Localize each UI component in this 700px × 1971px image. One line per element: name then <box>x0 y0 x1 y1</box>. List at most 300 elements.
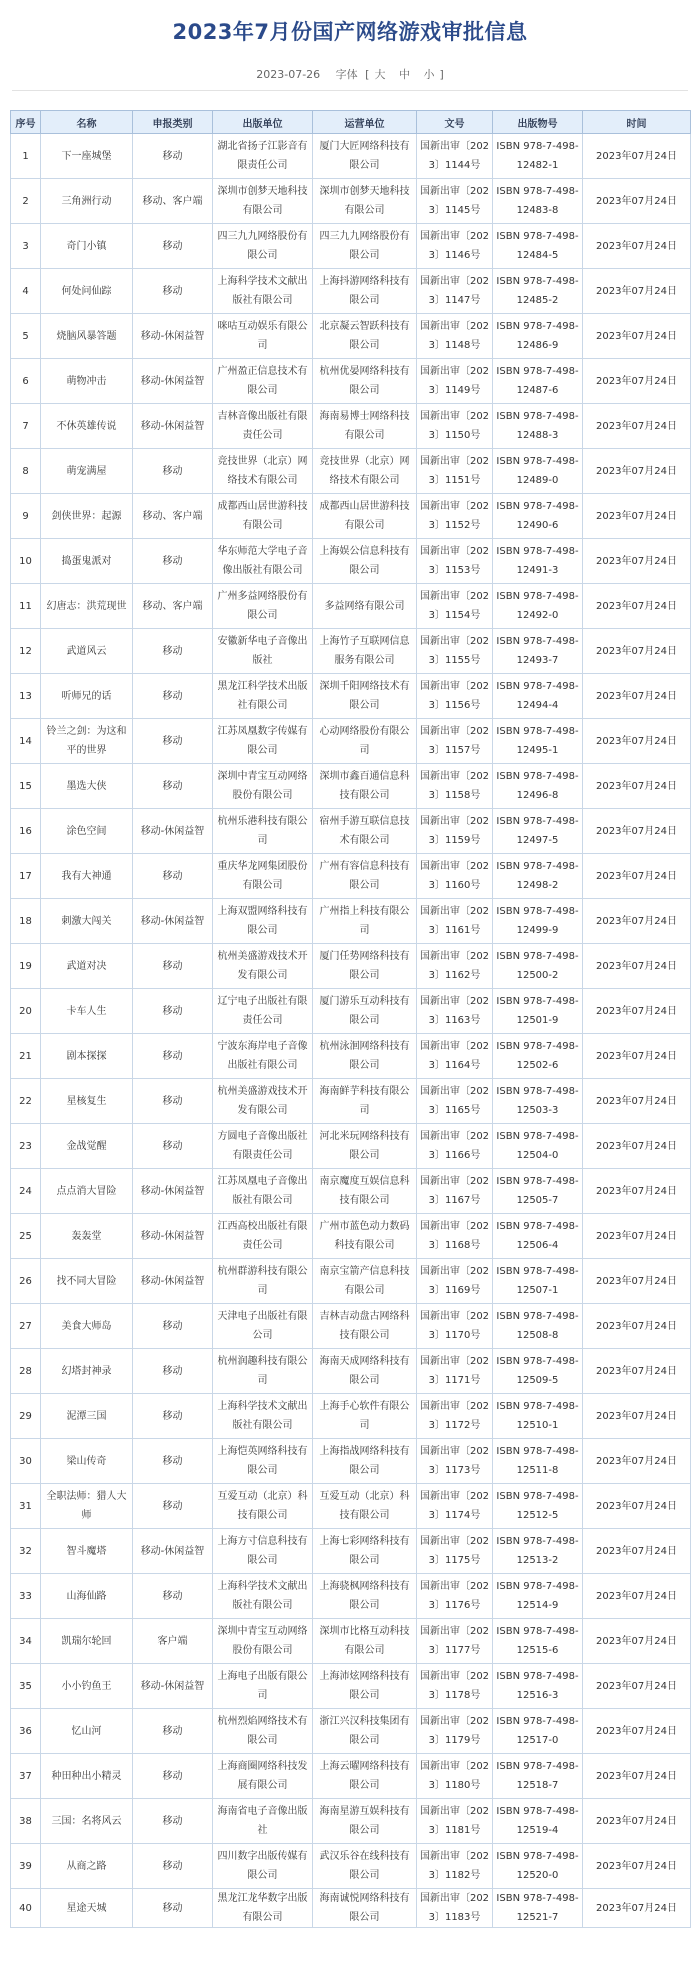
cell-operator: 竞技世界（北京）网络技术有限公司 <box>313 449 417 494</box>
cell-category: 移动 <box>133 854 213 899</box>
cell-approval-number: 国新出审〔2023〕1150号 <box>417 404 493 449</box>
cell-operator: 南京魔度互娱信息科技有限公司 <box>313 1169 417 1214</box>
cell-approval-number: 国新出审〔2023〕1156号 <box>417 674 493 719</box>
cell-game-name: 小小钓鱼王 <box>41 1664 133 1709</box>
cell-approval-number: 国新出审〔2023〕1170号 <box>417 1304 493 1349</box>
cell-row-number: 9 <box>11 494 41 539</box>
cell-isbn: ISBN 978-7-498-12493-7 <box>493 629 583 674</box>
cell-isbn: ISBN 978-7-498-12517-0 <box>493 1709 583 1754</box>
cell-isbn: ISBN 978-7-498-12500-2 <box>493 944 583 989</box>
cell-isbn: ISBN 978-7-498-12486-9 <box>493 314 583 359</box>
cell-game-name: 武道对决 <box>41 944 133 989</box>
cell-category: 移动 <box>133 449 213 494</box>
cell-row-number: 27 <box>11 1304 41 1349</box>
cell-category: 移动-休闲益智 <box>133 1259 213 1304</box>
cell-category: 移动 <box>133 134 213 179</box>
table-row <box>11 1484 691 1529</box>
cell-isbn: ISBN 978-7-498-12514-9 <box>493 1574 583 1619</box>
cell-publisher: 黑龙江龙华数字出版有限公司 <box>213 1889 313 1928</box>
table-row <box>11 359 691 404</box>
table-row <box>11 1529 691 1574</box>
cell-operator: 上海骁枫网络科技有限公司 <box>313 1574 417 1619</box>
cell-approval-date: 2023年07月24日 <box>583 1484 691 1529</box>
cell-game-name: 全职法师：猎人大师 <box>41 1484 133 1529</box>
cell-operator: 广州市蓝色动力数码科技有限公司 <box>313 1214 417 1259</box>
cell-publisher: 江苏凤凰数字传媒有限公司 <box>213 719 313 764</box>
cell-approval-number: 国新出审〔2023〕1152号 <box>417 494 493 539</box>
cell-isbn: ISBN 978-7-498-12513-2 <box>493 1529 583 1574</box>
cell-game-name: 从商之路 <box>41 1844 133 1889</box>
cell-operator: 上海指战网络科技有限公司 <box>313 1439 417 1484</box>
cell-approval-number: 国新出审〔2023〕1161号 <box>417 899 493 944</box>
cell-game-name: 三角洲行动 <box>41 179 133 224</box>
cell-game-name: 幻塔封神录 <box>41 1349 133 1394</box>
cell-publisher: 成都西山居世游科技有限公司 <box>213 494 313 539</box>
cell-approval-number: 国新出审〔2023〕1151号 <box>417 449 493 494</box>
font-size-control: 字体 [ 大 中 小 ] <box>335 68 444 81</box>
table-header-row <box>11 111 691 134</box>
table-row <box>11 539 691 584</box>
cell-game-name: 轰轰堂 <box>41 1214 133 1259</box>
cell-publisher: 方圆电子音像出版社有限责任公司 <box>213 1124 313 1169</box>
cell-approval-date: 2023年07月24日 <box>583 134 691 179</box>
cell-row-number: 5 <box>11 314 41 359</box>
cell-publisher: 深圳中青宝互动网络股份有限公司 <box>213 764 313 809</box>
cell-approval-date: 2023年07月24日 <box>583 944 691 989</box>
cell-approval-number: 国新出审〔2023〕1155号 <box>417 629 493 674</box>
cell-isbn: ISBN 978-7-498-12508-8 <box>493 1304 583 1349</box>
cell-row-number: 25 <box>11 1214 41 1259</box>
cell-isbn: ISBN 978-7-498-12489-0 <box>493 449 583 494</box>
cell-approval-date: 2023年07月24日 <box>583 314 691 359</box>
table-row <box>11 1619 691 1664</box>
cell-approval-number: 国新出审〔2023〕1175号 <box>417 1529 493 1574</box>
cell-approval-number: 国新出审〔2023〕1146号 <box>417 224 493 269</box>
table-row <box>11 1799 691 1844</box>
table-row <box>11 269 691 314</box>
cell-category: 移动 <box>133 1484 213 1529</box>
cell-publisher: 上海电子出版有限公司 <box>213 1664 313 1709</box>
cell-isbn: ISBN 978-7-498-12516-3 <box>493 1664 583 1709</box>
cell-publisher: 上海方寸信息科技有限公司 <box>213 1529 313 1574</box>
table-row <box>11 944 691 989</box>
cell-isbn: ISBN 978-7-498-12515-6 <box>493 1619 583 1664</box>
cell-publisher: 杭州乐港科技有限公司 <box>213 809 313 854</box>
cell-publisher: 宁波东海岸电子音像出版社有限公司 <box>213 1034 313 1079</box>
cell-game-name: 剑侠世界：起源 <box>41 494 133 539</box>
cell-row-number: 21 <box>11 1034 41 1079</box>
cell-publisher: 广州多益网络股份有限公司 <box>213 584 313 629</box>
cell-publisher: 华东师范大学电子音像出版社有限公司 <box>213 539 313 584</box>
table-row <box>11 584 691 629</box>
cell-publisher: 杭州美盛游戏技术开发有限公司 <box>213 1079 313 1124</box>
cell-isbn: ISBN 978-7-498-12497-5 <box>493 809 583 854</box>
table-row <box>11 1394 691 1439</box>
column-header: 出版物号 <box>493 111 583 134</box>
cell-category: 移动-休闲益智 <box>133 1664 213 1709</box>
table-row <box>11 134 691 179</box>
cell-category: 移动 <box>133 1439 213 1484</box>
cell-category: 移动 <box>133 1034 213 1079</box>
cell-isbn: ISBN 978-7-498-12519-4 <box>493 1799 583 1844</box>
cell-game-name: 奇门小镇 <box>41 224 133 269</box>
cell-approval-date: 2023年07月24日 <box>583 719 691 764</box>
cell-publisher: 天津电子出版社有限公司 <box>213 1304 313 1349</box>
cell-category: 移动 <box>133 944 213 989</box>
cell-publisher: 杭州群游科技有限公司 <box>213 1259 313 1304</box>
cell-row-number: 36 <box>11 1709 41 1754</box>
cell-approval-number: 国新出审〔2023〕1154号 <box>417 584 493 629</box>
cell-approval-number: 国新出审〔2023〕1148号 <box>417 314 493 359</box>
cell-isbn: ISBN 978-7-498-12521-7 <box>493 1889 583 1928</box>
cell-game-name: 金战觉醒 <box>41 1124 133 1169</box>
cell-isbn: ISBN 978-7-498-12499-9 <box>493 899 583 944</box>
cell-approval-number: 国新出审〔2023〕1173号 <box>417 1439 493 1484</box>
cell-game-name: 听师兄的话 <box>41 674 133 719</box>
column-header: 名称 <box>41 111 133 134</box>
table-row <box>11 224 691 269</box>
cell-approval-date: 2023年07月24日 <box>583 1529 691 1574</box>
cell-approval-number: 国新出审〔2023〕1157号 <box>417 719 493 764</box>
cell-approval-date: 2023年07月24日 <box>583 1754 691 1799</box>
table-row <box>11 1754 691 1799</box>
cell-approval-date: 2023年07月24日 <box>583 584 691 629</box>
cell-row-number: 26 <box>11 1259 41 1304</box>
cell-game-name: 何处问仙踪 <box>41 269 133 314</box>
cell-publisher: 竞技世界（北京）网络技术有限公司 <box>213 449 313 494</box>
cell-row-number: 37 <box>11 1754 41 1799</box>
cell-row-number: 24 <box>11 1169 41 1214</box>
cell-publisher: 黑龙江科学技术出版社有限公司 <box>213 674 313 719</box>
table-row <box>11 1079 691 1124</box>
font-size-large-option[interactable]: 大 <box>374 68 386 81</box>
cell-operator: 厦门大匠网络科技有限公司 <box>313 134 417 179</box>
cell-category: 移动 <box>133 1394 213 1439</box>
cell-isbn: ISBN 978-7-498-12511-8 <box>493 1439 583 1484</box>
cell-approval-date: 2023年07月24日 <box>583 899 691 944</box>
cell-isbn: ISBN 978-7-498-12507-1 <box>493 1259 583 1304</box>
cell-category: 移动 <box>133 1574 213 1619</box>
column-header: 出版单位 <box>213 111 313 134</box>
cell-approval-date: 2023年07月24日 <box>583 224 691 269</box>
cell-game-name: 萌宠满屋 <box>41 449 133 494</box>
cell-publisher: 安徽新华电子音像出版社 <box>213 629 313 674</box>
cell-publisher: 四川数字出版传媒有限公司 <box>213 1844 313 1889</box>
cell-approval-date: 2023年07月24日 <box>583 1304 691 1349</box>
cell-category: 移动-休闲益智 <box>133 1169 213 1214</box>
cell-row-number: 10 <box>11 539 41 584</box>
cell-row-number: 17 <box>11 854 41 899</box>
cell-publisher: 上海双盟网络科技有限公司 <box>213 899 313 944</box>
cell-approval-number: 国新出审〔2023〕1149号 <box>417 359 493 404</box>
cell-operator: 南京宝箭产信息科技有限公司 <box>313 1259 417 1304</box>
cell-approval-date: 2023年07月24日 <box>583 809 691 854</box>
cell-approval-number: 国新出审〔2023〕1171号 <box>417 1349 493 1394</box>
cell-game-name: 武道风云 <box>41 629 133 674</box>
table-row <box>11 1709 691 1754</box>
cell-category: 移动 <box>133 674 213 719</box>
cell-row-number: 20 <box>11 989 41 1034</box>
cell-approval-date: 2023年07月24日 <box>583 1169 691 1214</box>
cell-operator: 吉林吉动盘古网络科技有限公司 <box>313 1304 417 1349</box>
cell-category: 移动 <box>133 1844 213 1889</box>
cell-row-number: 6 <box>11 359 41 404</box>
cell-row-number: 39 <box>11 1844 41 1889</box>
page-title: 2023年7月份国产网络游戏审批信息 <box>172 20 528 44</box>
table-row <box>11 404 691 449</box>
cell-operator: 四三九九网络股份有限公司 <box>313 224 417 269</box>
cell-row-number: 14 <box>11 719 41 764</box>
cell-row-number: 22 <box>11 1079 41 1124</box>
cell-publisher: 海南省电子音像出版社 <box>213 1799 313 1844</box>
cell-row-number: 11 <box>11 584 41 629</box>
cell-isbn: ISBN 978-7-498-12483-8 <box>493 179 583 224</box>
cell-row-number: 4 <box>11 269 41 314</box>
cell-category: 移动 <box>133 1124 213 1169</box>
cell-publisher: 杭州烈焰网络技术有限公司 <box>213 1709 313 1754</box>
table-row <box>11 494 691 539</box>
cell-row-number: 16 <box>11 809 41 854</box>
cell-approval-date: 2023年07月24日 <box>583 629 691 674</box>
cell-approval-date: 2023年07月24日 <box>583 1709 691 1754</box>
cell-row-number: 15 <box>11 764 41 809</box>
cell-row-number: 40 <box>11 1889 41 1928</box>
cell-row-number: 32 <box>11 1529 41 1574</box>
cell-operator: 上海沛炫网络科技有限公司 <box>313 1664 417 1709</box>
cell-category: 移动 <box>133 764 213 809</box>
table-row <box>11 1664 691 1709</box>
cell-approval-number: 国新出审〔2023〕1169号 <box>417 1259 493 1304</box>
cell-operator: 成都西山居世游科技有限公司 <box>313 494 417 539</box>
cell-isbn: ISBN 978-7-498-12504-0 <box>493 1124 583 1169</box>
cell-publisher: 广州盈正信息技术有限公司 <box>213 359 313 404</box>
cell-approval-date: 2023年07月24日 <box>583 1079 691 1124</box>
cell-game-name: 三国：名将风云 <box>41 1799 133 1844</box>
cell-operator: 心动网络股份有限公司 <box>313 719 417 764</box>
cell-isbn: ISBN 978-7-498-12498-2 <box>493 854 583 899</box>
cell-operator: 海南诚悦网络科技有限公司 <box>313 1889 417 1928</box>
cell-publisher: 辽宁电子出版社有限责任公司 <box>213 989 313 1034</box>
cell-category: 移动-休闲益智 <box>133 314 213 359</box>
cell-publisher: 吉林音像出版社有限责任公司 <box>213 404 313 449</box>
cell-category: 移动-休闲益智 <box>133 809 213 854</box>
column-header: 运营单位 <box>313 111 417 134</box>
cell-category: 移动 <box>133 719 213 764</box>
cell-approval-date: 2023年07月24日 <box>583 1619 691 1664</box>
cell-approval-date: 2023年07月24日 <box>583 1889 691 1928</box>
cell-isbn: ISBN 978-7-498-12501-9 <box>493 989 583 1034</box>
cell-category: 移动-休闲益智 <box>133 404 213 449</box>
table-row <box>11 449 691 494</box>
cell-operator: 海南鲜芋科技有限公司 <box>313 1079 417 1124</box>
cell-approval-date: 2023年07月24日 <box>583 1214 691 1259</box>
cell-isbn: ISBN 978-7-498-12510-1 <box>493 1394 583 1439</box>
cell-operator: 深圳市比格互动科技有限公司 <box>313 1619 417 1664</box>
cell-row-number: 38 <box>11 1799 41 1844</box>
cell-category: 移动 <box>133 629 213 674</box>
cell-operator: 多益网络有限公司 <box>313 584 417 629</box>
header-divider <box>12 90 688 91</box>
cell-isbn: ISBN 978-7-498-12496-8 <box>493 764 583 809</box>
table-row <box>11 1439 691 1484</box>
cell-operator: 浙江兴汉科技集团有限公司 <box>313 1709 417 1754</box>
cell-category: 移动、客户端 <box>133 179 213 224</box>
cell-operator: 杭州泳洄网络科技有限公司 <box>313 1034 417 1079</box>
font-size-label: 字体 <box>335 68 358 81</box>
cell-category: 移动 <box>133 269 213 314</box>
cell-category: 移动 <box>133 989 213 1034</box>
cell-category: 移动、客户端 <box>133 494 213 539</box>
cell-operator: 深圳市创梦天地科技有限公司 <box>313 179 417 224</box>
cell-approval-date: 2023年07月24日 <box>583 1349 691 1394</box>
table-row <box>11 1124 691 1169</box>
cell-row-number: 29 <box>11 1394 41 1439</box>
cell-operator: 深圳千阳网络技术有限公司 <box>313 674 417 719</box>
cell-approval-date: 2023年07月24日 <box>583 1124 691 1169</box>
cell-publisher: 上海科学技术文献出版社有限公司 <box>213 269 313 314</box>
cell-approval-number: 国新出审〔2023〕1166号 <box>417 1124 493 1169</box>
cell-category: 移动 <box>133 224 213 269</box>
cell-approval-number: 国新出审〔2023〕1167号 <box>417 1169 493 1214</box>
cell-category: 移动 <box>133 1754 213 1799</box>
cell-approval-number: 国新出审〔2023〕1182号 <box>417 1844 493 1889</box>
cell-approval-date: 2023年07月24日 <box>583 404 691 449</box>
cell-publisher: 深圳市创梦天地科技有限公司 <box>213 179 313 224</box>
cell-category: 移动-休闲益智 <box>133 359 213 404</box>
table-row <box>11 1034 691 1079</box>
cell-approval-number: 国新出审〔2023〕1178号 <box>417 1664 493 1709</box>
cell-game-name: 刺激大闯关 <box>41 899 133 944</box>
cell-publisher: 互爱互动（北京）科技有限公司 <box>213 1484 313 1529</box>
cell-operator: 上海抖游网络科技有限公司 <box>313 269 417 314</box>
table-body <box>11 134 691 1928</box>
cell-approval-date: 2023年07月24日 <box>583 539 691 584</box>
cell-approval-number: 国新出审〔2023〕1176号 <box>417 1574 493 1619</box>
font-size-medium-option[interactable]: 中 <box>398 68 410 81</box>
cell-operator: 海南易博士网络科技有限公司 <box>313 404 417 449</box>
cell-approval-number: 国新出审〔2023〕1179号 <box>417 1709 493 1754</box>
cell-publisher: 杭州润趣科技有限公司 <box>213 1349 313 1394</box>
cell-approval-date: 2023年07月24日 <box>583 1799 691 1844</box>
cell-operator: 上海竹子互联网信息服务有限公司 <box>313 629 417 674</box>
cell-approval-date: 2023年07月24日 <box>583 764 691 809</box>
table-row <box>11 1574 691 1619</box>
cell-row-number: 12 <box>11 629 41 674</box>
cell-operator: 北京凝云智跃科技有限公司 <box>313 314 417 359</box>
cell-approval-number: 国新出审〔2023〕1180号 <box>417 1754 493 1799</box>
table-row <box>11 674 691 719</box>
approval-table <box>10 110 691 1928</box>
cell-operator: 厦门游乐互动科技有限公司 <box>313 989 417 1034</box>
table-row <box>11 764 691 809</box>
cell-operator: 杭州优晏网络科技有限公司 <box>313 359 417 404</box>
cell-isbn: ISBN 978-7-498-12494-4 <box>493 674 583 719</box>
table-row <box>11 629 691 674</box>
cell-game-name: 烧脑风暴答题 <box>41 314 133 359</box>
table-row <box>11 1889 691 1928</box>
table-row <box>11 314 691 359</box>
cell-row-number: 3 <box>11 224 41 269</box>
cell-isbn: ISBN 978-7-498-12495-1 <box>493 719 583 764</box>
article-header <box>0 0 700 100</box>
cell-category: 移动、客户端 <box>133 584 213 629</box>
table-row <box>11 809 691 854</box>
cell-row-number: 18 <box>11 899 41 944</box>
cell-approval-date: 2023年07月24日 <box>583 1259 691 1304</box>
cell-approval-number: 国新出审〔2023〕1177号 <box>417 1619 493 1664</box>
cell-isbn: ISBN 978-7-498-12509-5 <box>493 1349 583 1394</box>
cell-isbn: ISBN 978-7-498-12505-7 <box>493 1169 583 1214</box>
cell-publisher: 湖北省扬子江影音有限责任公司 <box>213 134 313 179</box>
column-header: 文号 <box>417 111 493 134</box>
column-header: 申报类别 <box>133 111 213 134</box>
cell-approval-number: 国新出审〔2023〕1159号 <box>417 809 493 854</box>
cell-approval-date: 2023年07月24日 <box>583 1844 691 1889</box>
table-row <box>11 1349 691 1394</box>
cell-operator: 深圳市鑫百通信息科技有限公司 <box>313 764 417 809</box>
font-size-small-option[interactable]: 小 <box>423 68 435 81</box>
cell-category: 移动 <box>133 1799 213 1844</box>
cell-game-name: 我有大神通 <box>41 854 133 899</box>
cell-operator: 互爱互动（北京）科技有限公司 <box>313 1484 417 1529</box>
cell-game-name: 凯瑞尔轮回 <box>41 1619 133 1664</box>
cell-operator: 上海七彩网络科技有限公司 <box>313 1529 417 1574</box>
cell-game-name: 卡车人生 <box>41 989 133 1034</box>
cell-row-number: 1 <box>11 134 41 179</box>
cell-game-name: 种田种出小精灵 <box>41 1754 133 1799</box>
cell-isbn: ISBN 978-7-498-12491-3 <box>493 539 583 584</box>
cell-isbn: ISBN 978-7-498-12485-2 <box>493 269 583 314</box>
cell-row-number: 8 <box>11 449 41 494</box>
cell-category: 移动 <box>133 1079 213 1124</box>
cell-approval-date: 2023年07月24日 <box>583 494 691 539</box>
cell-row-number: 34 <box>11 1619 41 1664</box>
cell-category: 移动 <box>133 539 213 584</box>
cell-row-number: 23 <box>11 1124 41 1169</box>
cell-row-number: 33 <box>11 1574 41 1619</box>
cell-publisher: 上海科学技术文献出版社有限公司 <box>213 1574 313 1619</box>
cell-row-number: 35 <box>11 1664 41 1709</box>
table-row <box>11 989 691 1034</box>
cell-publisher: 咪咕互动娱乐有限公司 <box>213 314 313 359</box>
table-row <box>11 1304 691 1349</box>
cell-row-number: 13 <box>11 674 41 719</box>
cell-publisher: 四三九九网络股份有限公司 <box>213 224 313 269</box>
cell-game-name: 泥潭三国 <box>41 1394 133 1439</box>
cell-category: 移动-休闲益智 <box>133 899 213 944</box>
cell-approval-number: 国新出审〔2023〕1163号 <box>417 989 493 1034</box>
cell-approval-number: 国新出审〔2023〕1153号 <box>417 539 493 584</box>
cell-operator: 河北米玩网络科技有限公司 <box>313 1124 417 1169</box>
cell-isbn: ISBN 978-7-498-12503-3 <box>493 1079 583 1124</box>
cell-operator: 海南星游互娱科技有限公司 <box>313 1799 417 1844</box>
cell-game-name: 捣蛋鬼派对 <box>41 539 133 584</box>
cell-isbn: ISBN 978-7-498-12487-6 <box>493 359 583 404</box>
cell-row-number: 7 <box>11 404 41 449</box>
column-header: 序号 <box>11 111 41 134</box>
cell-isbn: ISBN 978-7-498-12506-4 <box>493 1214 583 1259</box>
cell-game-name: 剧本探探 <box>41 1034 133 1079</box>
cell-approval-number: 国新出审〔2023〕1168号 <box>417 1214 493 1259</box>
cell-operator: 宿州手游互联信息技术有限公司 <box>313 809 417 854</box>
cell-approval-date: 2023年07月24日 <box>583 359 691 404</box>
cell-approval-number: 国新出审〔2023〕1181号 <box>417 1799 493 1844</box>
cell-game-name: 下一座城堡 <box>41 134 133 179</box>
cell-approval-number: 国新出审〔2023〕1144号 <box>417 134 493 179</box>
cell-isbn: ISBN 978-7-498-12484-5 <box>493 224 583 269</box>
cell-row-number: 19 <box>11 944 41 989</box>
cell-isbn: ISBN 978-7-498-12512-5 <box>493 1484 583 1529</box>
